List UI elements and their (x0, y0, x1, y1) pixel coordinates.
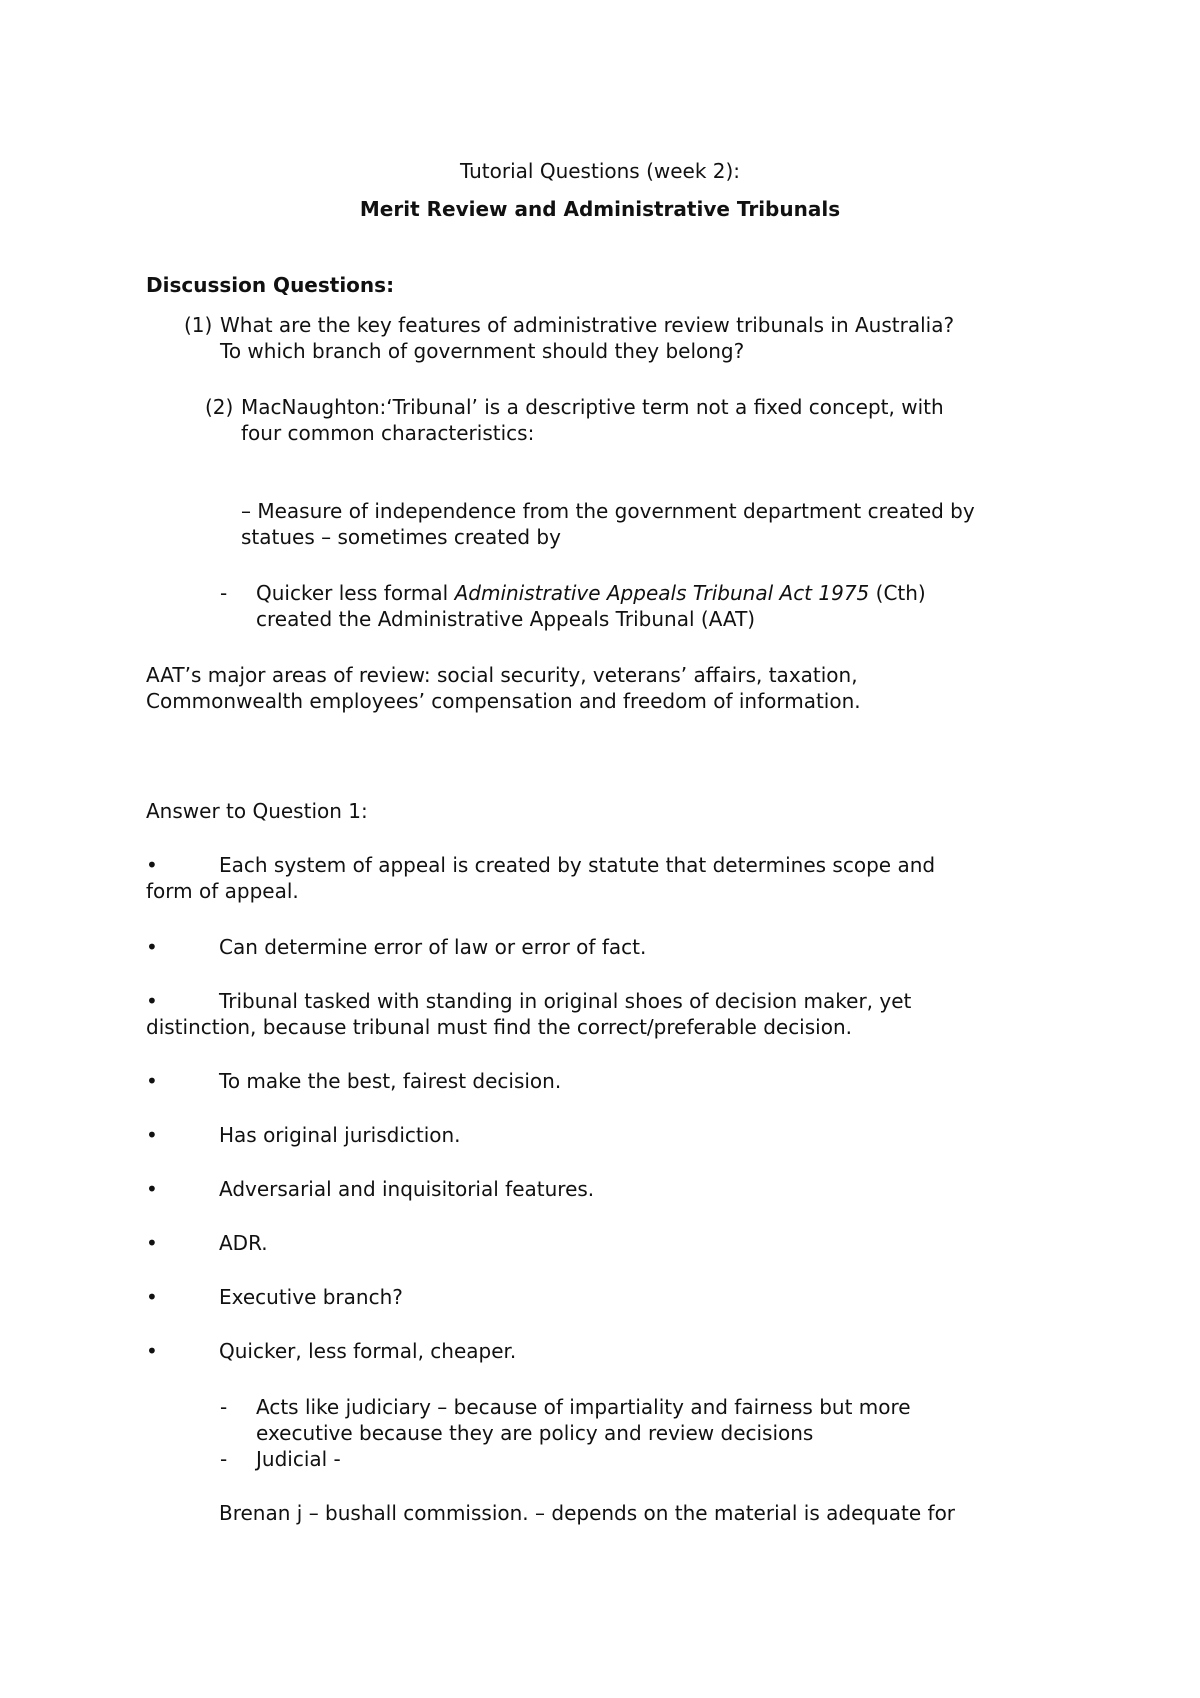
bullet-7-text: ADR. (219, 1231, 268, 1255)
bullet-5-text: Has original jurisdiction. (219, 1123, 461, 1147)
bullet-3-line-2: distinction, because tribunal must find the correct/preferable decision. (146, 1015, 852, 1039)
characteristic-measure-line-2: statues – sometimes created by (241, 525, 561, 549)
bullet-4-marker: • (146, 1069, 158, 1093)
sub-item-2-text: Judicial - (256, 1447, 341, 1471)
sub-item-2-dash: - (220, 1447, 228, 1471)
bullet-6-text: Adversarial and inquisitorial features. (219, 1177, 595, 1201)
question-1-line-2: To which branch of government should they belong? (220, 339, 745, 363)
act-title: Administrative Appeals Tribunal Act 1975 (454, 581, 870, 605)
question-2-number: (2) (205, 395, 234, 419)
bullet-6-marker: • (146, 1177, 158, 1201)
characteristic-quicker-line-2: created the Administrative Appeals Tribunal (AAT) (256, 607, 756, 631)
bullet-4-text: To make the best, fairest decision. (219, 1069, 562, 1093)
final-note-line: Brenan j – bushall commission. – depends on the material is adequate for (219, 1501, 956, 1525)
sub-item-1-dash: - (220, 1395, 228, 1419)
sub-item-1-line-1: Acts like judiciary – because of impartiality and fairness but more (256, 1395, 911, 1419)
bullet-9-text: Quicker, less formal, cheaper. (219, 1339, 517, 1363)
characteristic-measure-line-1: – Measure of independence from the government department created by (241, 499, 975, 523)
characteristic-dash: - (220, 581, 228, 605)
quicker-text-end: (Cth) (869, 581, 926, 605)
characteristic-quicker-line-1 (256, 580, 926, 606)
question-1-line-1: What are the key features of administrative review tribunals in Australia? (220, 313, 955, 337)
bullet-2-marker: • (146, 935, 158, 959)
question-2-line-1: MacNaughton:‘Tribunal’ is a descriptive term not a fixed concept, with (241, 395, 944, 419)
title-line-2: Merit Review and Administrative Tribunals (359, 197, 841, 221)
discussion-heading: Discussion Questions: (146, 273, 395, 297)
aat-areas-line-2: Commonwealth employees’ compensation and freedom of information. (146, 689, 861, 713)
question-2-line-2: four common characteristics: (241, 421, 535, 445)
bullet-1-marker: • (146, 853, 158, 877)
title-line-1: Tutorial Questions (week 2): (459, 159, 741, 183)
bullet-3-marker: • (146, 989, 158, 1013)
bullet-8-text: Executive branch? (219, 1285, 403, 1309)
quicker-text-start: Quicker less formal (256, 581, 455, 605)
bullet-1-line-2: form of appeal. (146, 879, 299, 903)
bullet-3-line-1: Tribunal tasked with standing in original shoes of decision maker, yet (219, 989, 912, 1013)
bullet-1-line-1: Each system of appeal is created by statute that determines scope and (219, 853, 936, 877)
answer-heading: Answer to Question 1: (146, 799, 368, 823)
bullet-2-text: Can determine error of law or error of fact. (219, 935, 647, 959)
bullet-8-marker: • (146, 1285, 158, 1309)
bullet-9-marker: • (146, 1339, 158, 1363)
question-1-number: (1) (184, 313, 213, 337)
bullet-5-marker: • (146, 1123, 158, 1147)
aat-areas-line-1: AAT’s major areas of review: social security, veterans’ affairs, taxation, (146, 663, 858, 687)
bullet-7-marker: • (146, 1231, 158, 1255)
sub-item-1-line-2: executive because they are policy and review decisions (256, 1421, 814, 1445)
